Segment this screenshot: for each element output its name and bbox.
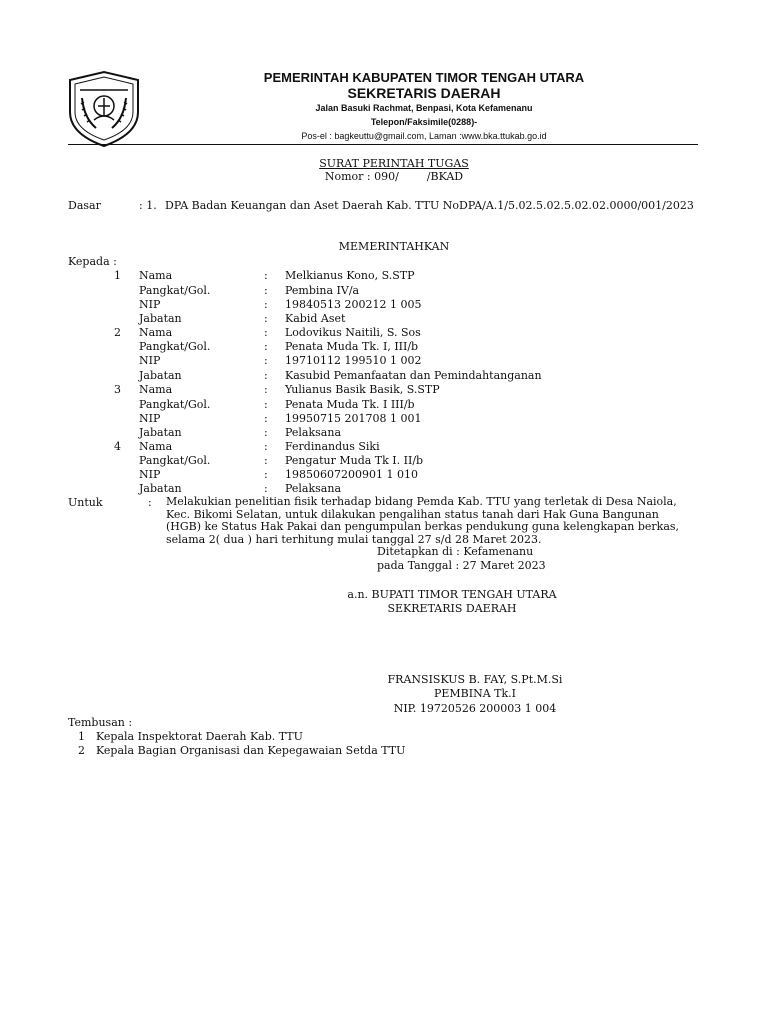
field-colon: : [264,426,268,439]
field-colon: : [264,340,268,353]
field-value: Ferdinandus Siki [285,440,380,453]
memerintahkan-heading: MEMERINTAHKAN [338,240,450,253]
field-label: Pangkat/Gol. [139,398,211,411]
issued-date: pada Tanggal : 27 Maret 2023 [377,559,546,572]
field-label: Nama [139,326,173,339]
field-colon: : [264,269,268,282]
office-name: SEKRETARIS DAERAH [347,85,501,101]
field-value: 19950715 201708 1 001 [285,412,422,425]
field-value: 19850607200901 1 010 [285,468,418,481]
office-phone: Telepon/Faksimile(0288)- [370,117,478,127]
field-colon: : [264,398,268,411]
field-label: NIP [139,354,161,367]
field-colon: : [264,440,268,453]
field-value: Pelaksana [285,482,342,495]
letter-number: Nomor : 090/ /BKAD [324,170,464,183]
tembusan-item: Kepala Bagian Organisasi dan Kepegawaian Setda TTU [96,744,406,757]
field-label: Jabatan [139,426,182,439]
signatory-office: SEKRETARIS DAERAH [387,602,517,615]
tembusan-number: 2 [78,744,85,757]
field-value: Pembina IV/a [285,284,360,297]
letter-title: SURAT PERINTAH TUGAS [319,157,469,170]
field-value: Melkianus Kono, S.STP [285,269,415,282]
untuk-label: Untuk [68,496,103,509]
field-label: Nama [139,383,173,396]
field-colon: : [264,326,268,339]
tembusan-number: 1 [78,730,85,743]
office-contact: Pos-el : bagkeuttu@gmail.com, Laman :www.bka.ttukab.go.id [301,131,547,141]
field-colon: : [264,412,268,425]
letterhead-divider [68,144,698,145]
field-value: 19710112 199510 1 002 [285,354,422,367]
field-label: Jabatan [139,482,182,495]
field-colon: : [264,482,268,495]
issued-place: Ditetapkan di : Kefamenanu [377,545,534,558]
field-label: Nama [139,269,173,282]
field-colon: : [264,312,268,325]
person-number: 4 [114,440,121,453]
field-label: NIP [139,298,161,311]
field-colon: : [264,284,268,297]
field-value: Penata Muda Tk. I III/b [285,398,415,411]
government-name: PEMERINTAH KABUPATEN TIMOR TENGAH UTARA [263,70,585,85]
signatory-on-behalf: a.n. BUPATI TIMOR TENGAH UTARA [347,588,557,601]
field-colon: : [264,298,268,311]
untuk-text: Melakukian penelitian fisik terhadap bidang Pemda Kab. TTU yang terletak di Desa Naiola, Kec. Bikomi Selatan, untuk dilakukan pengalihan status tanah dari Hak Guna Bangunan (HGB) ke Status Hak Pakai dan pengumpulan berkas pendukung guna kelengkapan berkas, selama 2( dua ) hari terhitung mulai tanggal 27 s/d 28 Maret 2023. [166,495,680,546]
field-value: Penata Muda Tk. I, III/b [285,340,419,353]
field-colon: : [264,454,268,467]
signatory-rank: PEMBINA Tk.I [433,687,517,700]
field-label: Pangkat/Gol. [139,340,211,353]
field-label: Pangkat/Gol. [139,454,211,467]
field-label: NIP [139,468,161,481]
signatory-name: FRANSISKUS B. FAY, S.Pt.M.Si [387,673,563,686]
dasar-text: DPA Badan Keuangan dan Aset Daerah Kab. TTU NoDPA/A.1/5.02.5.02.5.02.02.0000/001/2023 [165,199,694,212]
field-value: Kabid Aset [285,312,346,325]
dasar-label: Dasar [68,199,101,212]
field-colon: : [264,468,268,481]
person-number: 1 [114,269,121,282]
field-colon: : [264,383,268,396]
field-label: Jabatan [139,312,182,325]
person-number: 2 [114,326,121,339]
tembusan-item: Kepala Inspektorat Daerah Kab. TTU [96,730,303,743]
person-number: 3 [114,383,121,396]
field-label: Pangkat/Gol. [139,284,211,297]
signatory-nip: NIP. 19720526 200003 1 004 [393,702,557,715]
field-value: Pengatur Muda Tk I. II/b [285,454,424,467]
untuk-colon: : [148,496,152,509]
field-value: Yulianus Basik Basik, S.STP [285,383,440,396]
field-label: Jabatan [139,369,182,382]
office-address: Jalan Basuki Rachmat, Benpasi, Kota Kefamenanu [315,103,533,113]
field-value: 19840513 200212 1 005 [285,298,422,311]
field-colon: : [264,354,268,367]
field-value: Kasubid Pemanfaatan dan Pemindahtanganan [285,369,542,382]
field-colon: : [264,369,268,382]
field-value: Lodovikus Naitili, S. Sos [285,326,421,339]
tembusan-label: Tembusan : [68,716,133,729]
dasar-number: : 1. [139,199,157,212]
field-label: Nama [139,440,173,453]
field-label: NIP [139,412,161,425]
kepada-label: Kepada : [68,255,117,268]
field-value: Pelaksana [285,426,342,439]
